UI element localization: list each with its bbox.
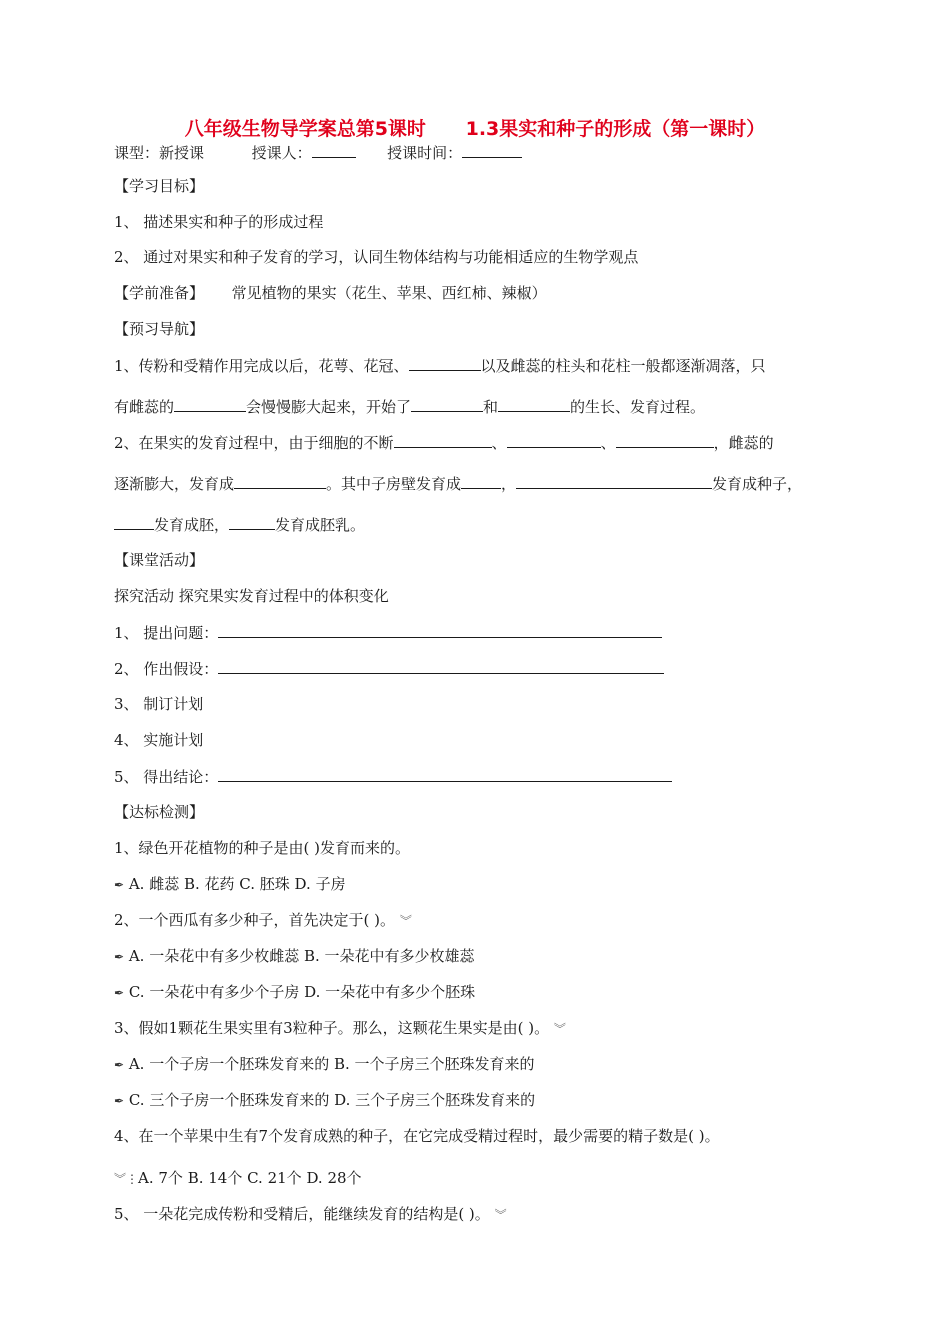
preview-text: 的生长、发育过程。 bbox=[570, 398, 706, 416]
chevron-down-icon: ︾ bbox=[114, 1172, 127, 1186]
options-text: C. 三个子房一个胚珠发育来的 D. 三个子房三个胚珠发育来的 bbox=[128, 1091, 536, 1109]
lesson-time-label: 授课时间： bbox=[387, 144, 463, 162]
activity-step-5 bbox=[114, 766, 672, 787]
answer-blank[interactable] bbox=[507, 432, 601, 448]
test-q4-options bbox=[114, 1168, 362, 1189]
ellipsis-icon: ⋮ bbox=[126, 1172, 139, 1186]
prep-text: 常见植物的果实（花生、苹果、西红柿、辣椒） bbox=[231, 284, 547, 302]
answer-blank[interactable] bbox=[218, 622, 662, 638]
answer-blank[interactable] bbox=[461, 473, 501, 489]
test-q1-options bbox=[114, 874, 346, 895]
preview-text: 逐渐膨大，发育成 bbox=[114, 475, 235, 493]
answer-blank[interactable] bbox=[409, 355, 481, 371]
answer-blank[interactable] bbox=[174, 396, 246, 412]
answer-blank[interactable] bbox=[411, 396, 483, 412]
test-q4: 4、在一个苹果中生有7个发育成熟的种子，在它完成受精过程时，最少需要的精子数是( )。 bbox=[114, 1127, 720, 1145]
chevron-down-icon: ︾ bbox=[553, 1022, 566, 1036]
preview-text: 和 bbox=[483, 398, 499, 416]
section-prep: 【学前准备】 bbox=[114, 284, 205, 302]
section-preview: 【预习导航】 bbox=[114, 320, 205, 338]
step-label: 2、 作出假设： bbox=[114, 660, 219, 678]
test-q1: 1、绿色开花植物的种子是由( )发育而来的。 bbox=[114, 839, 411, 857]
bullet-icon: ✒ bbox=[114, 950, 125, 964]
preview-text: 以及雌蕊的柱头和花柱一般都逐渐凋落，只 bbox=[480, 357, 766, 375]
preview-q1-line1 bbox=[114, 355, 766, 376]
preview-text: 发育成胚， bbox=[154, 516, 230, 534]
preview-text: 发育成种子， bbox=[712, 475, 803, 493]
test-q3-options-2 bbox=[114, 1090, 535, 1111]
preview-text: 、 bbox=[600, 434, 616, 452]
test-q3-options-1 bbox=[114, 1054, 535, 1075]
goal-1: 1、 描述果实和种子的形成过程 bbox=[114, 213, 324, 231]
bullet-icon: ✒ bbox=[114, 1094, 125, 1108]
preview-text: 有雌蕊的 bbox=[114, 398, 175, 416]
question-text: 3、假如1颗花生果实里有3粒种子。那么，这颗花生果实是由( )。 bbox=[114, 1019, 550, 1037]
step-label: 5、 得出结论： bbox=[114, 768, 219, 786]
step-label: 1、 提出问题： bbox=[114, 624, 219, 642]
bullet-icon: ✒ bbox=[114, 878, 125, 892]
prep-line bbox=[114, 283, 547, 303]
options-text: A. 7个 B. 14个 C. 21个 D. 28个 bbox=[138, 1169, 362, 1187]
answer-blank[interactable] bbox=[234, 473, 326, 489]
activity-step-1 bbox=[114, 622, 662, 643]
test-q5 bbox=[114, 1204, 507, 1225]
chevron-down-icon: ︾ bbox=[494, 1208, 507, 1222]
answer-blank[interactable] bbox=[516, 473, 712, 489]
preview-text: 会慢慢膨大起来，开始了 bbox=[246, 398, 412, 416]
options-text: A. 雌蕊 B. 花药 C. 胚珠 D. 子房 bbox=[128, 875, 346, 893]
preview-q1-line2 bbox=[114, 396, 705, 417]
section-goals: 【学习目标】 bbox=[114, 177, 205, 195]
page-title: 八年级生物导学案总第5课时 1.3果实和种子的形成（第一课时） bbox=[184, 118, 766, 140]
options-text: A. 一个子房一个胚珠发育来的 B. 一个子房三个胚珠发育来的 bbox=[128, 1055, 535, 1073]
preview-text: 1、传粉和受精作用完成以后，花萼、花冠、 bbox=[114, 357, 409, 375]
answer-blank[interactable] bbox=[229, 514, 275, 530]
preview-text: 、 bbox=[491, 434, 507, 452]
question-text: 2、一个西瓜有多少种子，首先决定于( )。 bbox=[114, 911, 396, 929]
preview-text: ，雌蕊的 bbox=[713, 434, 774, 452]
section-activity: 【课堂活动】 bbox=[114, 551, 205, 569]
test-q2 bbox=[114, 910, 412, 931]
bullet-icon: ✒ bbox=[114, 986, 125, 1000]
preview-q2-line2 bbox=[114, 473, 802, 494]
answer-blank[interactable] bbox=[394, 432, 492, 448]
preview-text: 发育成胚乳。 bbox=[275, 516, 366, 534]
preview-text: ， bbox=[501, 475, 517, 493]
activity-heading: 探究活动 探究果实发育过程中的体积变化 bbox=[114, 587, 389, 605]
answer-blank[interactable] bbox=[616, 432, 714, 448]
section-test: 【达标检测】 bbox=[114, 803, 205, 821]
bullet-icon: ✒ bbox=[114, 1058, 125, 1072]
options-text: A. 一朵花中有多少枚雌蕊 B. 一朵花中有多少枚雄蕊 bbox=[128, 947, 475, 965]
options-text: C. 一朵花中有多少个子房 D. 一朵花中有多少个胚珠 bbox=[128, 983, 476, 1001]
preview-text: 2、在果实的发育过程中，由于细胞的不断 bbox=[114, 434, 394, 452]
activity-step-2 bbox=[114, 658, 664, 679]
preview-q2-line1 bbox=[114, 432, 774, 453]
activity-step-3: 3、 制订计划 bbox=[114, 695, 204, 713]
time-blank[interactable] bbox=[462, 142, 522, 158]
preview-text: 。其中子房壁发育成 bbox=[326, 475, 462, 493]
lesson-info bbox=[114, 142, 522, 163]
teacher-blank[interactable] bbox=[312, 142, 356, 158]
test-q3 bbox=[114, 1018, 566, 1039]
lesson-type: 课型：新授课 bbox=[114, 144, 205, 162]
activity-step-4: 4、 实施计划 bbox=[114, 731, 204, 749]
preview-q2-line3 bbox=[114, 514, 365, 535]
answer-blank[interactable] bbox=[218, 766, 672, 782]
test-q2-options-2 bbox=[114, 982, 475, 1003]
question-text: 5、 一朵花完成传粉和受精后，能继续发育的结构是( )。 bbox=[114, 1205, 490, 1223]
answer-blank[interactable] bbox=[218, 658, 664, 674]
lesson-teacher-label: 授课人： bbox=[251, 144, 312, 162]
answer-blank[interactable] bbox=[114, 514, 154, 530]
test-q2-options-1 bbox=[114, 946, 475, 967]
chevron-down-icon: ︾ bbox=[399, 914, 412, 928]
answer-blank[interactable] bbox=[498, 396, 570, 412]
goal-2: 2、 通过对果实和种子发育的学习，认同生物体结构与功能相适应的生物学观点 bbox=[114, 248, 639, 266]
